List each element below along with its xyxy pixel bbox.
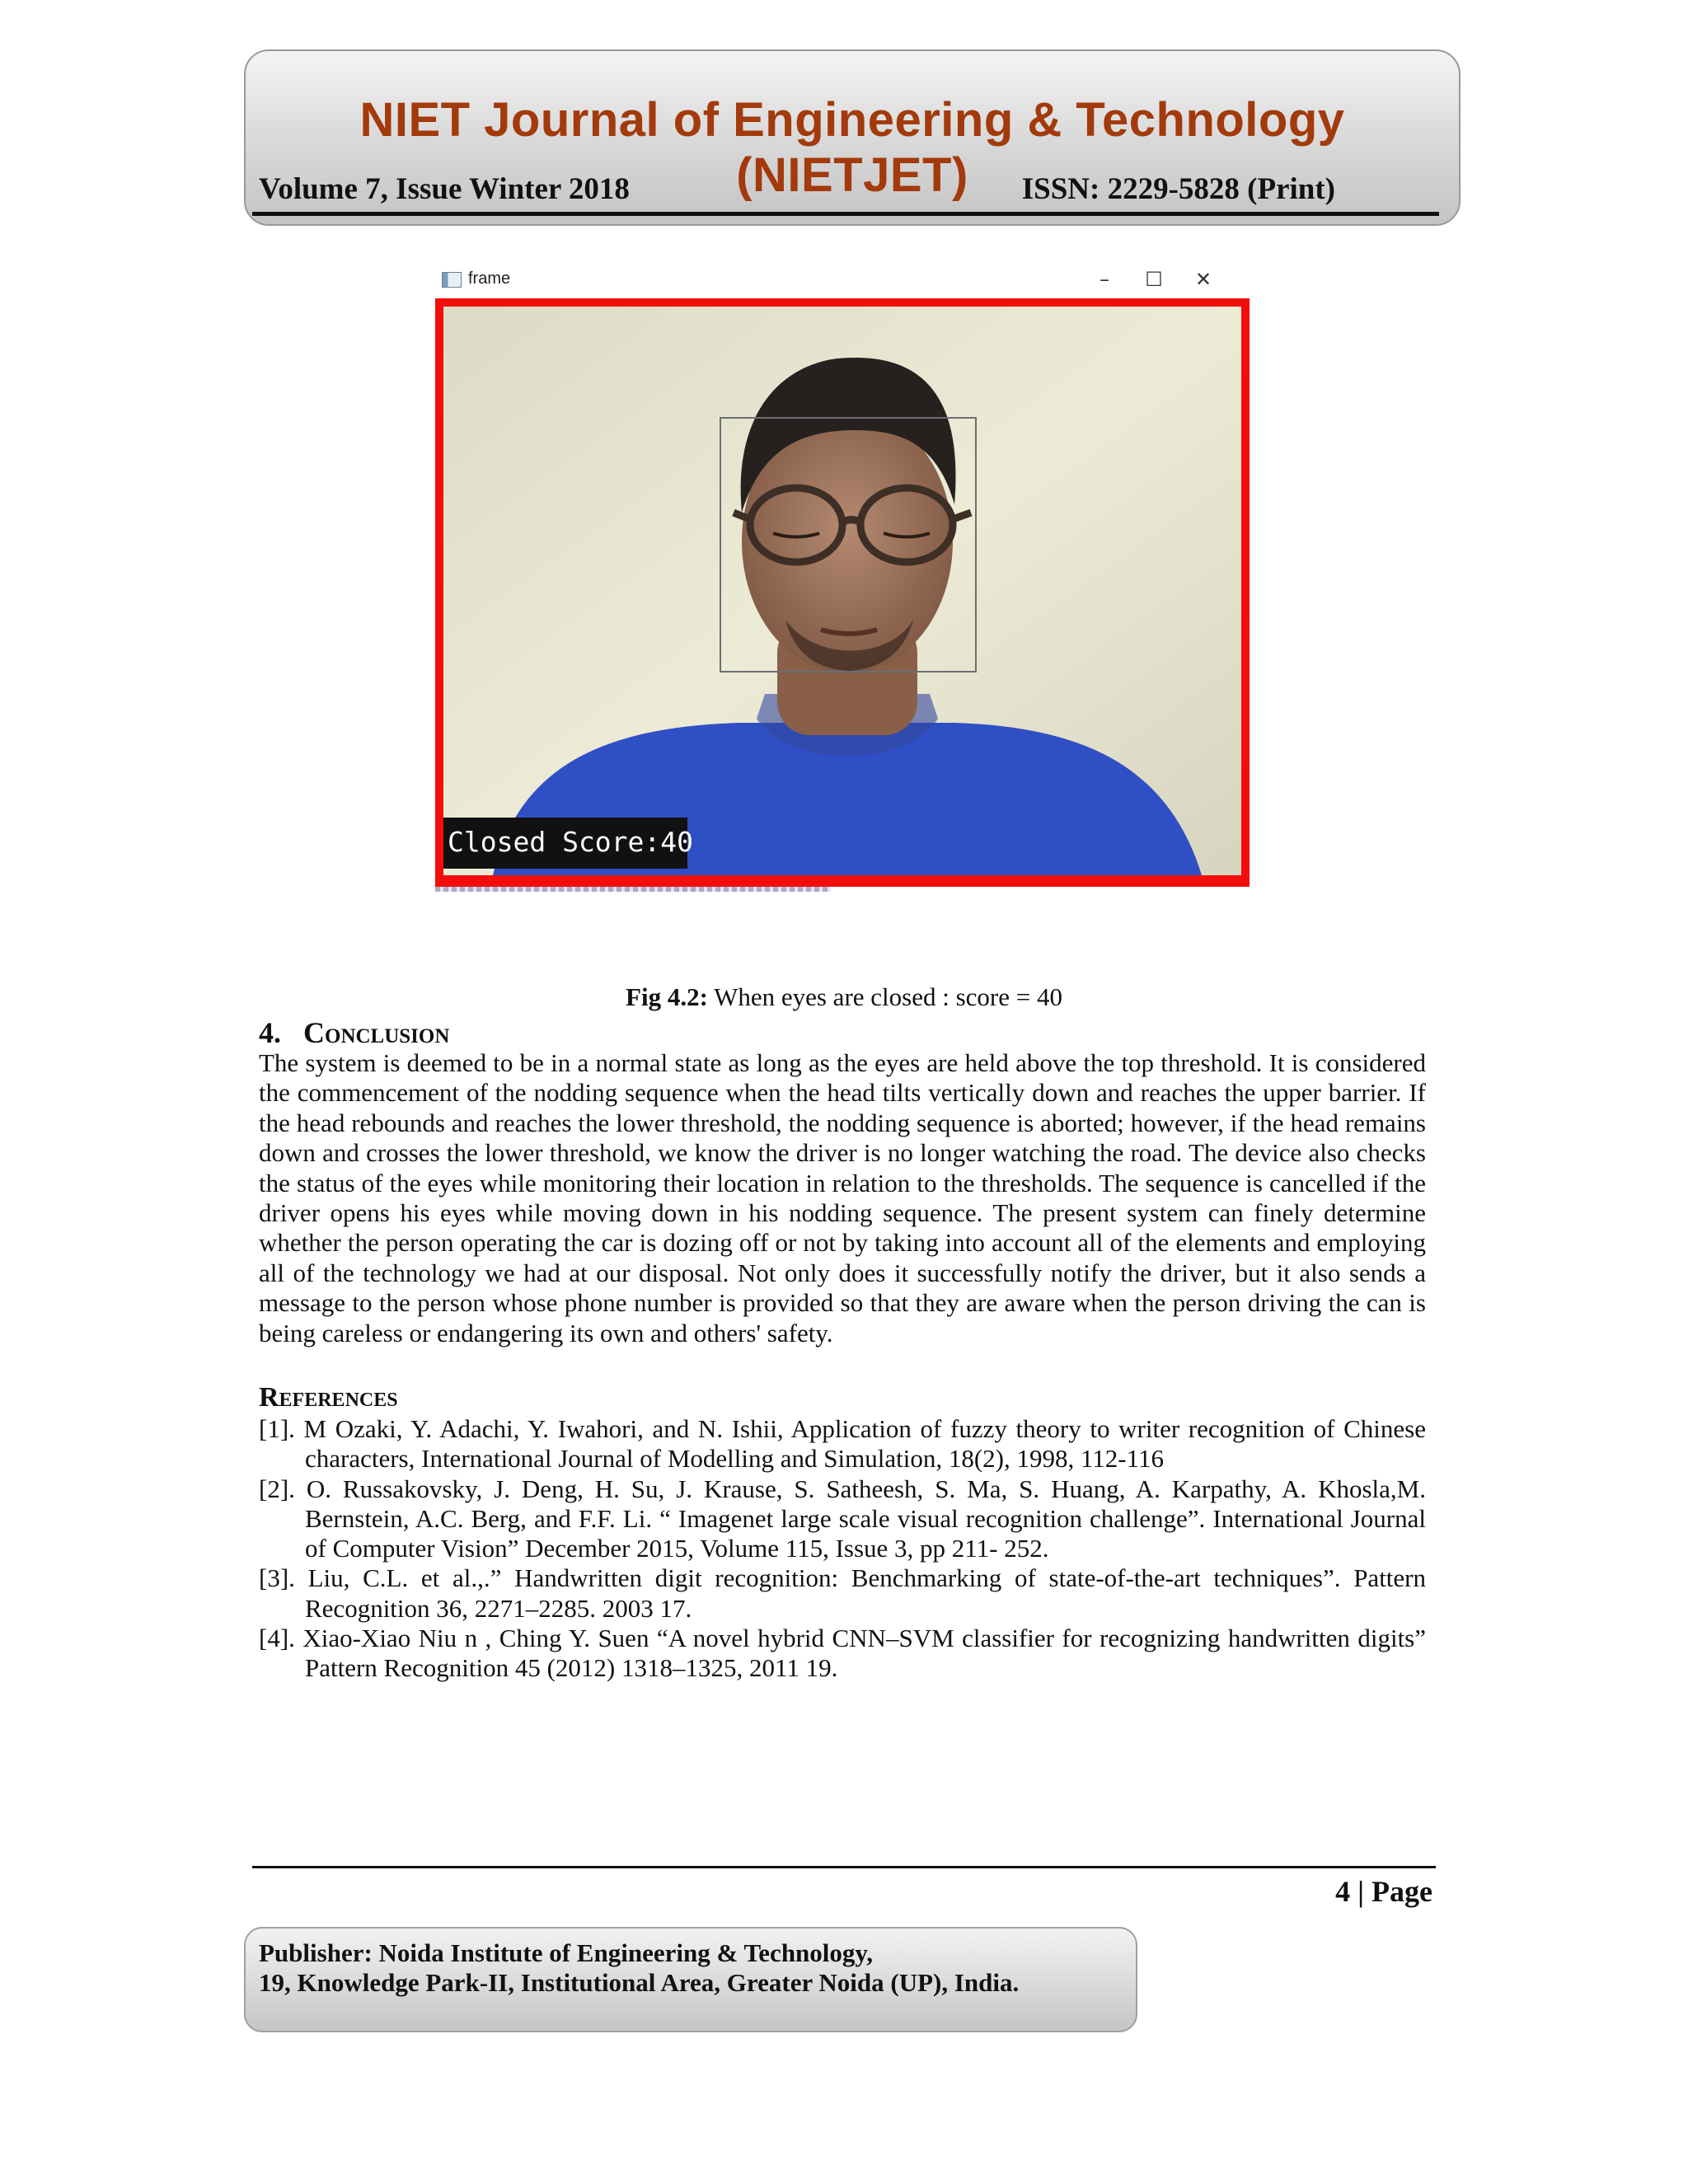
reference-item: [1]. M Ozaki, Y. Adachi, Y. Iwahori, and N. Ishii, Application of fuzzy theory to writer recognition of Chinese characters, International Journal of Modelling and Simulation, 18(2), 1998, 112-116 bbox=[259, 1414, 1426, 1474]
page-number: 4 | Page bbox=[1335, 1875, 1432, 1908]
webcam-photo bbox=[443, 307, 1241, 875]
section-title: Conclusion bbox=[303, 1016, 450, 1049]
window-bottom-strip bbox=[435, 887, 1250, 900]
publisher-box bbox=[244, 1927, 1137, 2032]
webcam-frame bbox=[435, 298, 1250, 887]
window-titlebar bbox=[435, 262, 1250, 298]
header-rule bbox=[252, 212, 1439, 216]
journal-header bbox=[244, 49, 1461, 226]
figure-caption bbox=[0, 982, 1688, 1012]
journal-title: NIET Journal of Engineering & Technology (NIETJET) bbox=[359, 93, 1345, 202]
caption-label: Fig 4.2: bbox=[626, 982, 708, 1011]
conclusion-heading bbox=[259, 1015, 449, 1050]
references-heading: References bbox=[259, 1382, 398, 1413]
close-icon[interactable]: ✕ bbox=[1194, 268, 1212, 291]
publisher-address: 19, Knowledge Park-II, Institutional Area, Greater Noida (UP), India. bbox=[259, 1968, 1020, 1997]
window-app-icon bbox=[442, 272, 462, 288]
reference-item: [2]. O. Russakovsky, J. Deng, H. Su, J. Krause, S. Satheesh, S. Ma, S. Huang, A. Karpathy, A. Khosla,M. Bernstein, A.C. Berg, and F.F. Li. “ Imagenet large scale visual recognition challenge”. International Journal of Computer Vision” December 2015, Volume 115, Issue 3, pp 211- 252. bbox=[259, 1474, 1426, 1563]
caption-text: When eyes are closed : score = 40 bbox=[707, 982, 1062, 1011]
minimize-icon[interactable]: – bbox=[1100, 268, 1109, 291]
section-number: 4. bbox=[259, 1016, 281, 1049]
volume-issue: Volume 7, Issue Winter 2018 bbox=[259, 172, 630, 206]
figure-screenshot-window bbox=[435, 262, 1250, 921]
reference-item: [4]. Xiao-Xiao Niu n , Ching Y. Suen “A novel hybrid CNN–SVM classifier for recognizing handwritten digits” Pattern Recognition 45 (2012) 1318–1325, 2011 19. bbox=[259, 1624, 1426, 1683]
reference-item: [3]. Liu, C.L. et al.,.” Handwritten digit recognition: Benchmarking of state-of-the-art techniques”. Pattern Recognition 36, 2271–2285. 2003 17. bbox=[259, 1563, 1426, 1623]
conclusion-paragraph: The system is deemed to be in a normal state as long as the eyes are held above the top threshold. It is considered the commencement of the nodding sequence when the head tilts vertically down and reaches the upper barrier. If the head rebounds and reaches the lower threshold, the nodding sequence is aborted; however, if the head remains down and crosses the lower threshold, we know the driver is no longer watching the road. The device also checks the status of the eyes while monitoring their location in relation to the thresholds. The sequence is cancelled if the driver opens his eyes while moving down in his nodding sequence. The present system can finely determine whether the person operating the car is dozing off or not by taking into account all of the elements and employing all of the technology we had at our disposal. Not only does it successfully notify the driver, but it also sends a message to the person whose phone number is provided so that they are aware when the person driving the can is being careless or endangering its own and others' safety. bbox=[259, 1048, 1426, 1347]
window-title: frame bbox=[468, 269, 511, 288]
publisher-name: Publisher: Noida Institute of Engineering & Technology, bbox=[259, 1938, 873, 1967]
footer-rule bbox=[252, 1866, 1436, 1868]
status-overlay-box bbox=[443, 818, 694, 869]
issn: ISSN: 2229-5828 (Print) bbox=[1021, 172, 1335, 206]
references-list bbox=[259, 1414, 1426, 1684]
maximize-icon[interactable]: ☐ bbox=[1145, 268, 1163, 291]
status-overlay-text: Closed Score:40 bbox=[448, 826, 694, 858]
